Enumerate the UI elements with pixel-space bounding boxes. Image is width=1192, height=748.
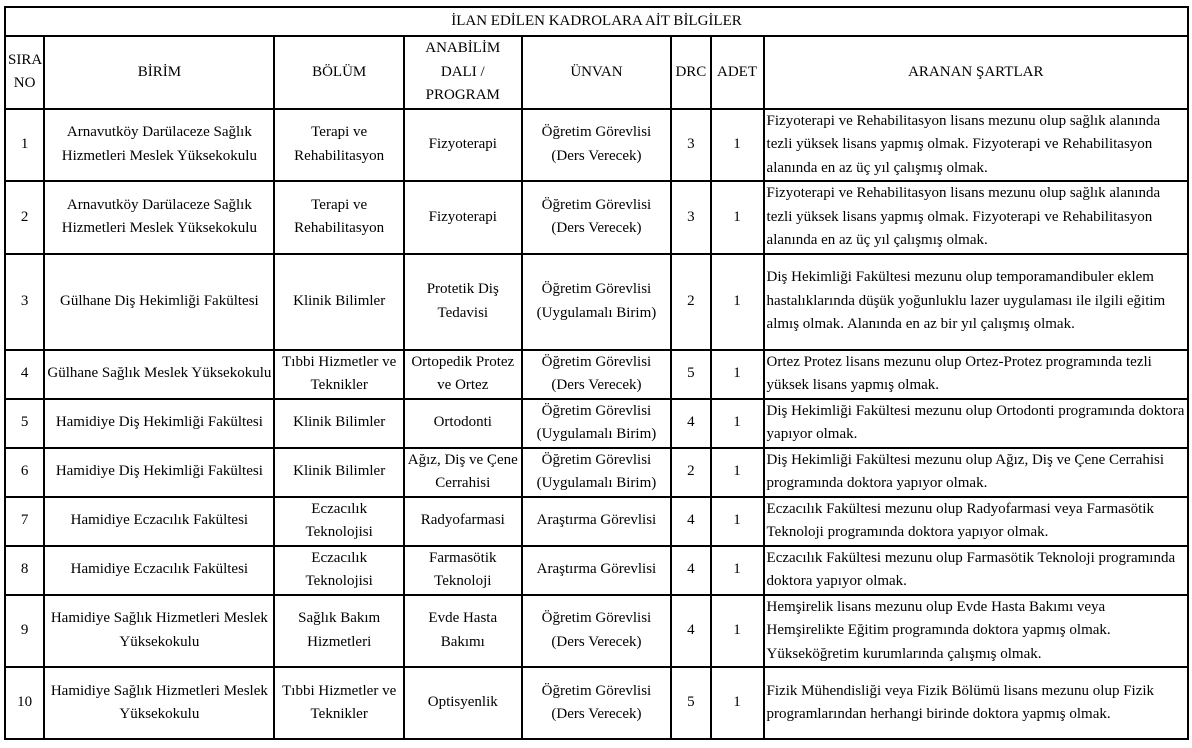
cell-birim: Gülhane Sağlık Meslek Yüksekokulu xyxy=(44,350,274,399)
cell-sartlar: Fizik Mühendisliği veya Fizik Bölümü lisans mezunu olup Fizik programlarından herhangi birinde doktora yapmış olmak. xyxy=(764,667,1188,739)
header-birim: BİRİM xyxy=(44,36,274,109)
table-row xyxy=(5,254,1188,350)
cell-drc: 4 xyxy=(671,497,710,546)
cell-unvan: Öğretim Görevlisi (Uygulamalı Birim) xyxy=(522,448,672,497)
table-row xyxy=(5,350,1188,399)
cell-no: 7 xyxy=(5,497,44,546)
header-bolum: BÖLÜM xyxy=(274,36,403,109)
header-drc: DRC xyxy=(671,36,710,109)
header-adet: ADET xyxy=(711,36,764,109)
cell-drc: 5 xyxy=(671,667,710,739)
cell-adet: 1 xyxy=(711,546,764,595)
cell-unvan: Öğretim Görevlisi (Uygulamalı Birim) xyxy=(522,254,672,350)
cell-no: 5 xyxy=(5,399,44,448)
cell-birim: Gülhane Diş Hekimliği Fakültesi xyxy=(44,254,274,350)
cell-bolum: Terapi ve Rehabilitasyon xyxy=(274,181,403,254)
cell-bolum: Sağlık Bakım Hizmetleri xyxy=(274,595,403,668)
cell-bolum: Terapi ve Rehabilitasyon xyxy=(274,109,403,182)
table-row xyxy=(5,667,1188,739)
cell-unvan: Araştırma Görevlisi xyxy=(522,546,672,595)
header-unvan: ÜNVAN xyxy=(522,36,672,109)
cell-birim: Arnavutköy Darülaceze Sağlık Hizmetleri Meslek Yüksekokulu xyxy=(44,181,274,254)
cell-adet: 1 xyxy=(711,181,764,254)
cell-adet: 1 xyxy=(711,254,764,350)
header-row xyxy=(5,36,1188,109)
cell-no: 9 xyxy=(5,595,44,668)
cell-drc: 3 xyxy=(671,181,710,254)
cell-sartlar: Eczacılık Fakültesi mezunu olup Farmasötik Teknoloji programında doktora yapıyor olmak. xyxy=(764,546,1188,595)
cell-anabilim: Fizyoterapi xyxy=(404,109,522,182)
cell-adet: 1 xyxy=(711,350,764,399)
cell-unvan: Öğretim Görevlisi (Ders Verecek) xyxy=(522,181,672,254)
cell-anabilim: Ortodonti xyxy=(404,399,522,448)
cell-anabilim: Ağız, Diş ve Çene Cerrahisi xyxy=(404,448,522,497)
cell-birim: Hamidiye Eczacılık Fakültesi xyxy=(44,497,274,546)
header-sartlar: ARANAN ŞARTLAR xyxy=(764,36,1188,109)
table-row xyxy=(5,448,1188,497)
table-row xyxy=(5,546,1188,595)
cell-bolum: Tıbbi Hizmetler ve Teknikler xyxy=(274,667,403,739)
cell-no: 1 xyxy=(5,109,44,182)
header-sira-no: SIRA NO xyxy=(5,36,44,109)
table-row xyxy=(5,181,1188,254)
table-title: İLAN EDİLEN KADROLARA AİT BİLGİLER xyxy=(5,7,1188,36)
cell-drc: 4 xyxy=(671,546,710,595)
cell-bolum: Klinik Bilimler xyxy=(274,399,403,448)
cell-bolum: Klinik Bilimler xyxy=(274,448,403,497)
cell-adet: 1 xyxy=(711,448,764,497)
table-row xyxy=(5,399,1188,448)
cell-birim: Hamidiye Sağlık Hizmetleri Meslek Yüksekokulu xyxy=(44,667,274,739)
cell-sartlar: Eczacılık Fakültesi mezunu olup Radyofarmasi veya Farmasötik Teknoloji programında doktora yapıyor olmak. xyxy=(764,497,1188,546)
cell-birim: Hamidiye Diş Hekimliği Fakültesi xyxy=(44,399,274,448)
cell-bolum: Eczacılık Teknolojisi xyxy=(274,546,403,595)
cell-anabilim: Radyofarmasi xyxy=(404,497,522,546)
cell-bolum: Klinik Bilimler xyxy=(274,254,403,350)
cell-unvan: Öğretim Görevlisi (Ders Verecek) xyxy=(522,595,672,668)
cell-adet: 1 xyxy=(711,109,764,182)
cell-bolum: Eczacılık Teknolojisi xyxy=(274,497,403,546)
cell-drc: 3 xyxy=(671,109,710,182)
cell-unvan: Öğretim Görevlisi (Ders Verecek) xyxy=(522,109,672,182)
cell-no: 3 xyxy=(5,254,44,350)
cell-unvan: Araştırma Görevlisi xyxy=(522,497,672,546)
cell-no: 6 xyxy=(5,448,44,497)
cell-sartlar: Fizyoterapi ve Rehabilitasyon lisans mezunu olup sağlık alanında tezli yüksek lisans yapmış olmak. Fizyoterapi ve Rehabilitasyon alanında en az üç yıl çalışmış olmak. xyxy=(764,181,1188,254)
cell-birim: Hamidiye Eczacılık Fakültesi xyxy=(44,546,274,595)
cell-unvan: Öğretim Görevlisi (Uygulamalı Birim) xyxy=(522,399,672,448)
cell-drc: 4 xyxy=(671,595,710,668)
cell-no: 10 xyxy=(5,667,44,739)
table-row xyxy=(5,497,1188,546)
table-row xyxy=(5,595,1188,668)
cell-sartlar: Fizyoterapi ve Rehabilitasyon lisans mezunu olup sağlık alanında tezli yüksek lisans yapmış olmak. Fizyoterapi ve Rehabilitasyon alanında en az üç yıl çalışmış olmak. xyxy=(764,109,1188,182)
cell-adet: 1 xyxy=(711,399,764,448)
cell-adet: 1 xyxy=(711,667,764,739)
cell-adet: 1 xyxy=(711,497,764,546)
cell-anabilim: Farmasötik Teknoloji xyxy=(404,546,522,595)
cell-anabilim: Optisyenlik xyxy=(404,667,522,739)
cell-anabilim: Protetik Diş Tedavisi xyxy=(404,254,522,350)
cell-unvan: Öğretim Görevlisi (Ders Verecek) xyxy=(522,667,672,739)
cell-anabilim: Evde Hasta Bakımı xyxy=(404,595,522,668)
cell-unvan: Öğretim Görevlisi (Ders Verecek) xyxy=(522,350,672,399)
cell-sartlar: Hemşirelik lisans mezunu olup Evde Hasta Bakımı veya Hemşirelikte Eğitim programında doktora yapmış olmak. Yükseköğretim kurumlarında çalışmış olmak. xyxy=(764,595,1188,668)
cell-no: 2 xyxy=(5,181,44,254)
cell-anabilim: Ortopedik Protez ve Ortez xyxy=(404,350,522,399)
cell-bolum: Tıbbi Hizmetler ve Teknikler xyxy=(274,350,403,399)
table-row xyxy=(5,109,1188,182)
cell-sartlar: Ortez Protez lisans mezunu olup Ortez-Protez programında tezli yüksek lisans yapmış olmak. xyxy=(764,350,1188,399)
cell-drc: 4 xyxy=(671,399,710,448)
cell-birim: Arnavutköy Darülaceze Sağlık Hizmetleri Meslek Yüksekokulu xyxy=(44,109,274,182)
cell-no: 4 xyxy=(5,350,44,399)
cell-drc: 5 xyxy=(671,350,710,399)
cell-drc: 2 xyxy=(671,254,710,350)
cell-sartlar: Diş Hekimliği Fakültesi mezunu olup Ortodonti programında doktora yapıyor olmak. xyxy=(764,399,1188,448)
positions-table xyxy=(4,6,1189,740)
cell-adet: 1 xyxy=(711,595,764,668)
cell-anabilim: Fizyoterapi xyxy=(404,181,522,254)
header-anabilim: ANABİLİM DALI / PROGRAM xyxy=(404,36,522,109)
cell-sartlar: Diş Hekimliği Fakültesi mezunu olup Ağız, Diş ve Çene Cerrahisi programında doktora yapıyor olmak. xyxy=(764,448,1188,497)
cell-birim: Hamidiye Sağlık Hizmetleri Meslek Yüksekokulu xyxy=(44,595,274,668)
cell-drc: 2 xyxy=(671,448,710,497)
cell-birim: Hamidiye Diş Hekimliği Fakültesi xyxy=(44,448,274,497)
cell-sartlar: Diş Hekimliği Fakültesi mezunu olup temporamandibuler eklem hastalıklarında düşük yoğunluklu lazer uygulaması ile ilgili eğitim almış olmak. Alanında en az bir yıl çalışmış olmak. xyxy=(764,254,1188,350)
cell-no: 8 xyxy=(5,546,44,595)
